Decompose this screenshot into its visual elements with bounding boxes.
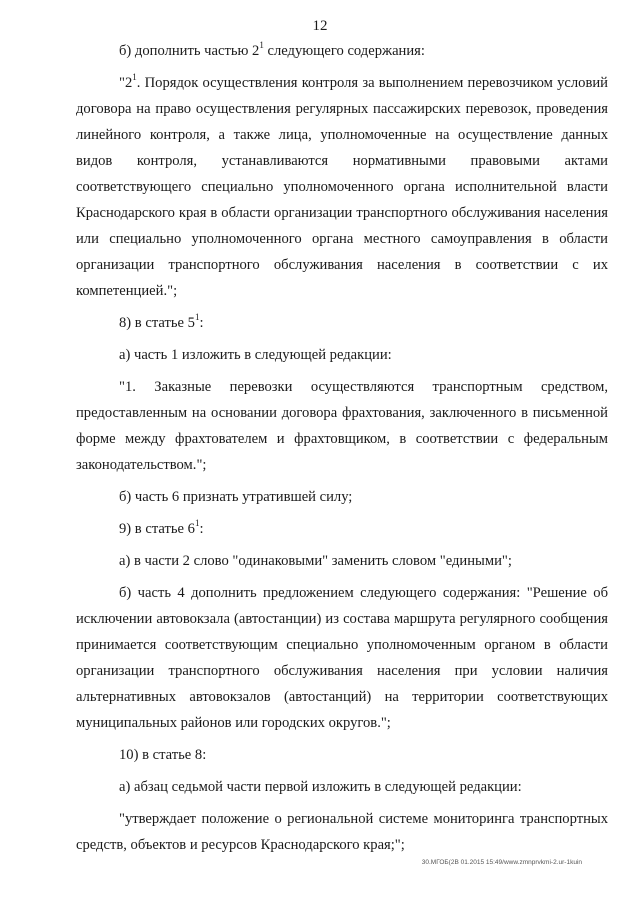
superscript: 1 — [132, 72, 137, 83]
paragraph-charter-transport — [76, 374, 608, 478]
paragraph-seventh-clause — [76, 774, 608, 800]
paragraph-text: а) часть 1 изложить в следующей редакции: — [119, 347, 392, 363]
paragraph-part-6-repeal — [76, 484, 608, 510]
paragraph-monitoring-system — [76, 806, 608, 858]
paragraph-text: б) дополнить частью 2 — [119, 43, 260, 59]
paragraph-text: "2 — [119, 75, 133, 91]
paragraph-text: следующего содержания: — [263, 43, 425, 59]
paragraph-part-1-edit — [76, 342, 608, 368]
paragraph-text: а) в части 2 слово "одинаковыми" заменить словом "едиными"; — [119, 553, 512, 569]
page-number: 12 — [312, 18, 328, 34]
paragraph-control-procedure — [76, 70, 608, 304]
paragraph-text: "утверждает положение о региональной системе мониторинга транспортных средств, объектов и ресурсов Краснодарского края;"; — [76, 811, 608, 853]
superscript: 1 — [259, 40, 264, 51]
paragraph-text: а) абзац седьмой части первой изложить в следующей редакции: — [119, 779, 522, 795]
paragraph-text: : — [199, 315, 204, 331]
paragraph-text: б) часть 4 дополнить предложением следующего содержания: "Решение об исключении автовокзала (автостанции) из состава маршрута регулярного сообщения принимается соответствующим специально уполномоченным органом в области организации транспортного обслуживания населения при условии наличия альтернативных автовокзалов (автостанций) на территории соответствующих муниципальных районов или городских округов."; — [76, 585, 608, 731]
superscript: 1 — [194, 312, 200, 323]
paragraph-item-10 — [76, 742, 608, 768]
paragraph-bus-station-decision — [76, 580, 608, 736]
paragraph-item-9 — [76, 516, 608, 542]
paragraph-text: 9) в статье 6 — [119, 521, 195, 537]
paragraph-item-8 — [76, 310, 608, 336]
document-body — [76, 38, 608, 858]
paragraph-word-replace — [76, 548, 608, 574]
paragraph-text: 10) в статье 8: — [119, 747, 207, 763]
paragraph-text: б) часть 6 признать утратившей силу; — [119, 489, 353, 505]
paragraph-text: : — [199, 521, 204, 537]
paragraph-text: . Порядок осуществления контроля за выполнением перевозчиком условий договора на право осуществления регулярных пассажирских перевозок, проведения линейного контроля, а также лица, уполномоченные на осуществление данных видов контроля, устанавливаются нормативными правовыми актами соответствующего специально уполномоченного органа исполнительной власти Краснодарского края в области организации транспортного обслуживания населения или специально уполномоченного органа местного самоуправления в области организации транспортного обслуживания населения в соответствии с их компетенцией."; — [76, 75, 608, 299]
paragraph-text: 8) в статье 5 — [119, 315, 195, 331]
footer-stamp: 30.МГОБ(2В 01.2015 15:49/www.zmnprvkmi-2.ur-1kuin — [421, 859, 582, 866]
paragraph-add-part-2-1 — [76, 38, 608, 64]
superscript: 1 — [194, 518, 200, 529]
paragraph-text: "1. Заказные перевозки осуществляются транспортным средством, предоставленным на основании договора фрахтования, заключенного в письменной форме между фрахтователем и фрахтовщиком, в соответствии с федеральным законодательством."; — [76, 379, 608, 473]
